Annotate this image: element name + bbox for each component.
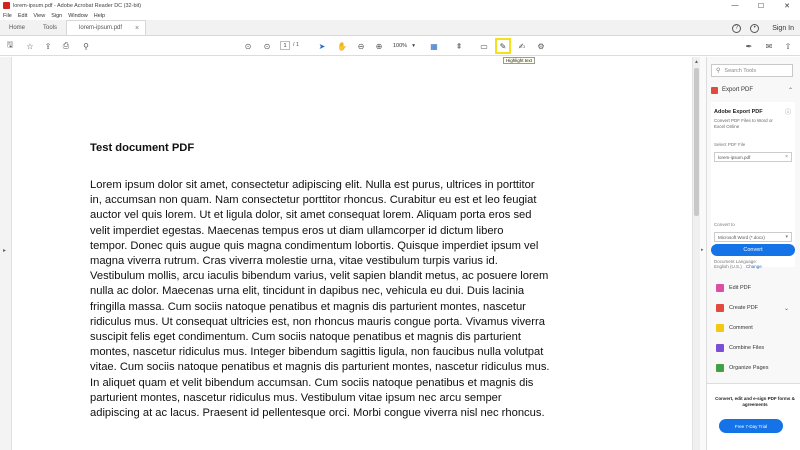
draw-signature-icon[interactable]: ✍ xyxy=(518,41,526,51)
zoom-in-icon[interactable]: ⊕ xyxy=(375,41,383,51)
find-search-icon[interactable]: ⚲ xyxy=(83,41,89,51)
menu-edit[interactable]: Edit xyxy=(17,12,28,19)
organize-pages-icon xyxy=(716,364,724,372)
page-number-input[interactable]: 1 xyxy=(280,41,290,50)
share-icon[interactable]: ⇧ xyxy=(784,41,792,51)
document-body xyxy=(90,178,620,421)
select-cursor-icon[interactable]: ➤ xyxy=(318,41,326,51)
previous-page-icon[interactable]: ⊙ xyxy=(244,41,252,51)
search-icon: ⚲ xyxy=(716,68,721,74)
close-window-button[interactable]: ✕ xyxy=(784,2,790,10)
document-line: ridiculus mus. Ut consequat ultricies est, non rhoncus mauris congue porta. Vivamus viverra xyxy=(90,315,545,328)
tab-tools[interactable]: Tools xyxy=(43,24,58,31)
bookmark-star-icon[interactable]: ☆ xyxy=(26,41,34,51)
next-page-icon[interactable]: ⊙ xyxy=(263,41,271,51)
tab-document-label: lorem-ipsum.pdf xyxy=(79,25,123,31)
close-tab-icon[interactable]: × xyxy=(134,24,140,32)
collapse-right-pane-icon[interactable]: ▸ xyxy=(701,247,704,253)
document-line: Vestibulum mollis, arcu iaculis bibendum varius, velit sapien blandit metus, ac posuere lorem xyxy=(90,270,549,283)
acrobat-app-icon xyxy=(3,2,10,9)
document-title: Test document PDF xyxy=(90,142,195,154)
convert-to-select[interactable] xyxy=(714,232,792,242)
document-view[interactable] xyxy=(12,57,692,450)
change-language-link[interactable]: Change xyxy=(746,264,762,269)
export-pdf-label: Export PDF xyxy=(722,87,754,93)
document-line: vitae. Cum sociis natoque penatibus et magnis dis parturient montes, nascetur ridiculus mus. xyxy=(90,361,550,374)
clear-file-icon[interactable]: × xyxy=(785,154,788,160)
tool-label: Edit PDF xyxy=(729,285,752,291)
document-line: velit imperdiet egestas. Maecenas tempus eros ut diam ullamcorper id dictum libero xyxy=(90,224,504,237)
tool-label: Combine Files xyxy=(729,345,765,351)
menu-file[interactable]: File xyxy=(3,12,12,19)
menu-view[interactable]: View xyxy=(33,12,46,19)
chevron-down-icon: ▾ xyxy=(412,42,415,49)
export-panel-title: Adobe Export PDF xyxy=(714,109,763,115)
tab-home[interactable]: Home xyxy=(9,24,26,31)
chevron-up-icon[interactable]: ⌃ xyxy=(787,87,793,94)
tools-list xyxy=(707,278,800,378)
tool-label: Organize Pages xyxy=(729,365,769,371)
document-line: tempor. Donec quis augue quis magna condimentum lobortis. Quisque imperdiet ipsum vel xyxy=(90,239,539,252)
highlight-tooltip: Highlight text xyxy=(503,57,535,64)
tool-comment[interactable] xyxy=(707,318,800,338)
free-trial-button[interactable]: Free 7-Day Trial xyxy=(719,419,783,433)
tab-bar xyxy=(0,20,800,36)
document-line: In aliquet quam et velit bibendum accumsan. Cum sociis natoque penatibus et magnis dis xyxy=(90,376,534,389)
zoom-out-icon[interactable]: ⊖ xyxy=(357,41,365,51)
notifications-icon[interactable]: • xyxy=(750,24,759,33)
comment-tool-icon xyxy=(716,324,724,332)
expand-left-panel-icon[interactable]: ▸ xyxy=(3,248,7,254)
window-title: lorem-ipsum.pdf - Adobe Acrobat Reader DC (32-bit) xyxy=(13,2,142,9)
export-pdf-header[interactable] xyxy=(711,84,795,96)
help-icon[interactable]: ? xyxy=(732,24,741,33)
chevron-down-icon[interactable]: ⌄ xyxy=(783,305,789,312)
menu-window[interactable]: Window xyxy=(68,12,88,19)
tool-combine-files[interactable] xyxy=(707,338,800,358)
hand-tool-icon[interactable]: ✋ xyxy=(337,41,347,51)
export-pdf-panel xyxy=(711,102,795,267)
save-icon[interactable]: 🖫 xyxy=(6,40,14,49)
title-bar xyxy=(0,0,800,11)
scrollbar-thumb[interactable] xyxy=(694,68,699,216)
search-tools-placeholder: Search Tools xyxy=(724,67,757,74)
comment-icon[interactable]: ▭ xyxy=(480,41,488,51)
document-line: montes, nascetur ridiculus mus. Integer bibendum sagittis ligula, non faucibus nulla volutpat xyxy=(90,346,544,359)
search-tools-input[interactable] xyxy=(711,64,793,77)
email-icon[interactable]: ✉ xyxy=(765,41,773,51)
export-pdf-icon xyxy=(711,87,718,94)
document-line: nulla ac dolor. Maecenas urna elit, tincidunt in dapibus nec, vehicula eu dui. Duis lacinia xyxy=(90,285,525,298)
stamp-icon[interactable]: ⚙ xyxy=(537,41,545,51)
highlight-text-icon[interactable]: ✎ xyxy=(495,38,511,54)
document-line: suscipit felis eget condimentum. Cum sociis natoque penatibus et magnis dis parturient xyxy=(90,331,521,344)
menu-bar xyxy=(0,11,800,20)
edit-pdf-icon xyxy=(716,284,724,292)
selected-file-name: lorem-ipsum.pdf xyxy=(718,154,751,160)
convert-button[interactable]: Convert xyxy=(711,244,795,256)
select-file-label: Select PDF File xyxy=(714,142,746,147)
sign-in-button[interactable]: Sign In xyxy=(772,24,794,32)
left-panel-collapsed[interactable] xyxy=(0,57,12,450)
promo-text: Convert, edit and e-sign PDF forms & agreements xyxy=(715,396,795,407)
minimize-button[interactable]: — xyxy=(731,2,739,9)
tab-document[interactable] xyxy=(66,20,146,35)
document-line: magna viverra rutrum. Cras viverra molestie urna, vitae vestibulum turpis varius id. xyxy=(90,255,498,268)
document-language xyxy=(714,259,762,269)
menu-sign[interactable]: Sign xyxy=(51,12,63,19)
page-display-icon[interactable]: ▦ xyxy=(430,41,438,51)
document-line: adipiscing at ac lacus. Praesent id pellentesque orci. Morbi congue viverra nisl nec rhoncus. xyxy=(90,407,545,420)
combine-files-icon xyxy=(716,344,724,352)
tool-organize-pages[interactable] xyxy=(707,358,800,378)
document-line: auctor vel quis lorem. Ut et ligula dolor, sit amet consequat lorem. Aliquam porta eros sed xyxy=(90,209,532,222)
tool-label: Comment xyxy=(729,325,753,331)
document-line: parturient montes, nascetur ridiculus mus. Vestibulum vitae ipsum nec arcu semper xyxy=(90,391,502,404)
convert-to-value: Microsoft Word (*.docx) xyxy=(718,234,765,240)
info-icon[interactable]: ⓘ xyxy=(784,110,791,116)
document-line: in, accumsan non quam. Nam consectetur porttitor rhoncus. Curabitur eu est et leo feugiat xyxy=(90,194,537,207)
document-line: Lorem ipsum dolor sit amet, consectetur adipiscing elit. Nulla est purus, ultrices in porttitor xyxy=(90,179,535,191)
trial-promo xyxy=(707,383,800,450)
convert-to-label: Convert to xyxy=(714,222,735,227)
zoom-level-value: 100% xyxy=(393,42,408,49)
language-label: Document Language: xyxy=(714,259,758,264)
window-controls xyxy=(722,0,800,11)
menu-help[interactable]: Help xyxy=(93,12,106,19)
document-line: fringilla massa. Cum sociis natoque penatibus et magnis dis parturient montes, nascetur xyxy=(90,300,526,313)
fill-sign-icon[interactable]: ✒ xyxy=(745,41,753,51)
export-panel-description: Convert PDF Files to Word or Excel Online xyxy=(714,118,773,129)
tools-pane xyxy=(706,57,800,450)
tool-create-pdf[interactable] xyxy=(707,298,800,318)
document-scrollbar[interactable] xyxy=(692,57,700,450)
language-value: English (U.S.) xyxy=(714,264,742,269)
chevron-down-icon: ▾ xyxy=(785,234,788,240)
zoom-level-select[interactable] xyxy=(393,41,415,50)
scroll-up-icon[interactable]: ▲ xyxy=(694,59,699,65)
maximize-button[interactable]: ☐ xyxy=(757,2,765,10)
tool-label: Create PDF xyxy=(729,305,759,311)
print-icon[interactable]: ⎙ xyxy=(62,41,70,50)
selected-file-field[interactable] xyxy=(714,152,792,162)
main-toolbar xyxy=(0,36,800,56)
tool-edit-pdf[interactable] xyxy=(707,278,800,298)
upload-icon[interactable]: ⇪ xyxy=(44,41,52,51)
create-pdf-icon xyxy=(716,304,724,312)
scrolling-mode-icon[interactable]: ⇞ xyxy=(455,41,463,51)
page-total: / 1 xyxy=(293,42,300,48)
tab-bar-right xyxy=(732,20,794,36)
